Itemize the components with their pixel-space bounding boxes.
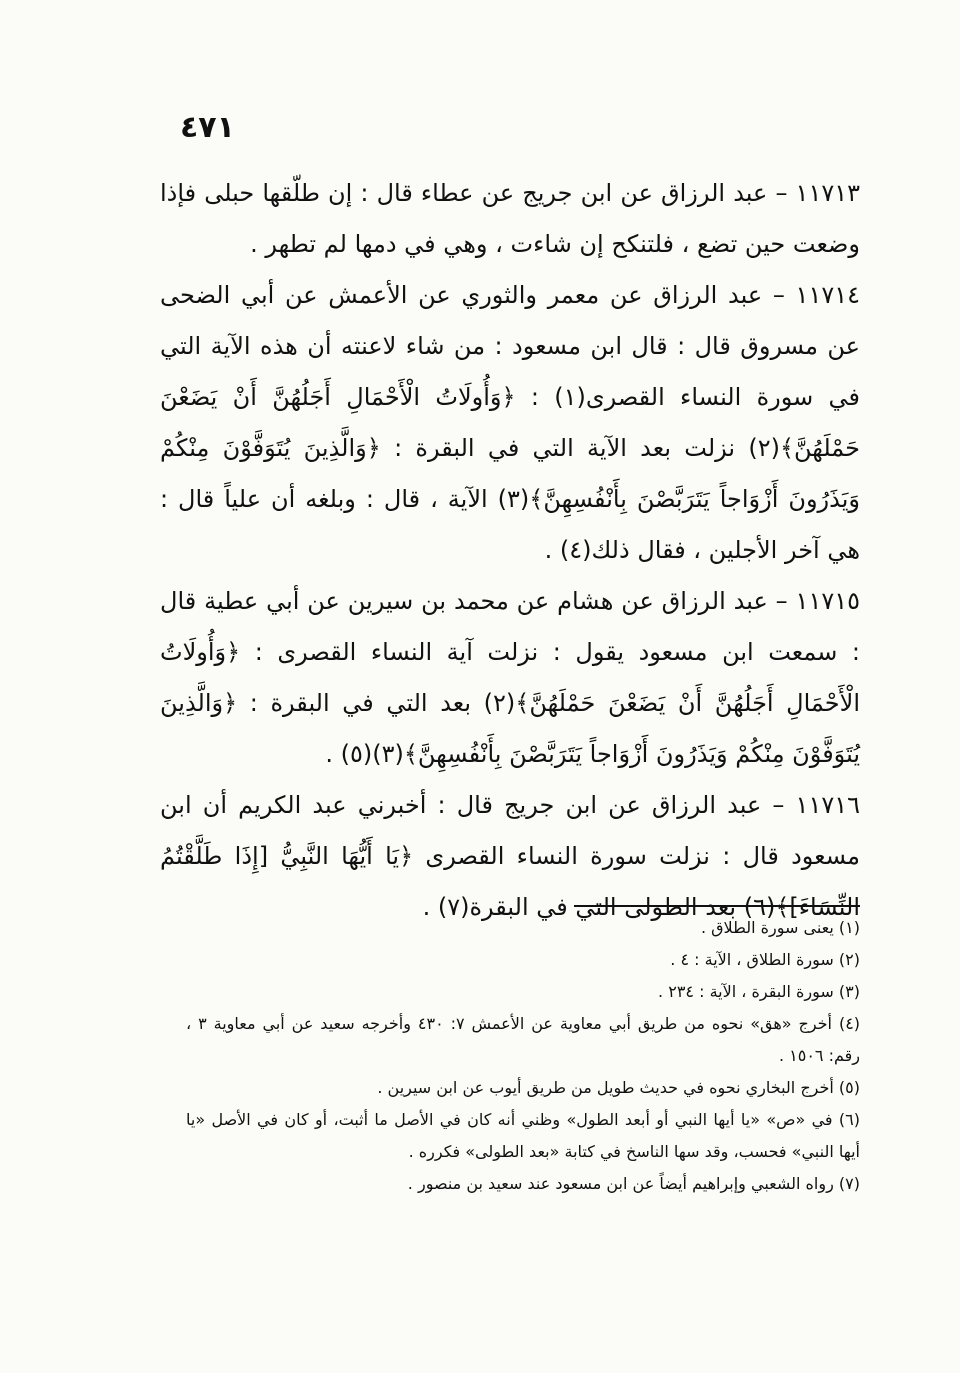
footnote-6: (٦) في «ص» «يا أيها النبي أو أبعد الطول» وظني أنه كان في الأصل ما أثبت، أو كان في الأصل «يا أيها النبي» فحسب، وقد سها الناسخ في كتابة «بعد الطولى» فكرره . <box>186 1110 860 1161</box>
footnote-divider <box>574 905 860 907</box>
footnote-3: (٣) سورة البقرة ، الآية : ٢٣٤ . <box>658 982 860 1001</box>
hadith-body <box>160 168 860 933</box>
footnote-7: (٧) رواه الشعبي وإبراهيم أيضاً عن ابن مسعود عند سعيد بن منصور . <box>407 1174 860 1193</box>
footnote-2: (٢) سورة الطلاق ، الآية : ٤ . <box>670 950 860 969</box>
page-number: ٤٧١ <box>180 110 235 145</box>
hadith-11714: ١١٧١٤ – عبد الرزاق عن معمر والثوري عن الأعمش عن أبي الضحى عن مسروق قال : قال ابن مسعود : من شاء لاعنته أن هذه الآية التي في سورة النساء القصرى(١) : ﴿وَأُولَاتُ الْأَحْمَالِ أَجَلُهُنَّ أَنْ يَضَعْنَ حَمْلَهُنَّ﴾(٢) نزلت بعد الآية التي في البقرة : ﴿وَالَّذِينَ يُتَوَفَّوْنَ مِنْكُمْ وَيَذَرُونَ أَزْوَاجاً يَتَرَبَّصْنَ بِأَنْفُسِهِنَّ﴾(٣) الآية ، قال : وبلغه أن علياً قال : هي آخر الأجلين ، فقال ذلك(٤) . <box>160 281 860 564</box>
footnote-4: (٤) أخرج «هق» نحوه من طريق أبي معاوية عن الأعمش ٧: ٤٣٠ وأخرجه سعيد عن أبي معاوية ٣ ، رقم: ١٥٠٦ . <box>186 1014 861 1065</box>
hadith-11716: ١١٧١٦ – عبد الرزاق عن ابن جريج قال : أخبرني عبد الكريم أن ابن مسعود قال : نزلت سورة النساء القصرى ﴿يَا أَيُّهَا النَّبِيُّ [إِذَا طَلَّقْتُمُ النِّسَاءَ]﴾(٦) بعد الطولى التي في البقرة(٧) . <box>160 791 860 921</box>
footnote-1: (١) يعنى سورة الطلاق . <box>700 918 860 937</box>
footnote-5: (٥) أخرج البخاري نحوه في حديث طويل من طريق أيوب عن ابن سيرين . <box>377 1078 860 1097</box>
hadith-11715: ١١٧١٥ – عبد الرزاق عن هشام عن محمد بن سيرين عن أبي عطية قال : سمعت ابن مسعود يقول : نزلت آية النساء القصرى : ﴿وَأُولَاتُ الْأَحْمَالِ أَجَلُهُنَّ أَنْ يَضَعْنَ حَمْلَهُنَّ﴾(٢) بعد التي في البقرة : ﴿وَالَّذِينَ يُتَوَفَّوْنَ مِنْكُمْ وَيَذَرُونَ أَزْوَاجاً يَتَرَبَّصْنَ بِأَنْفُسِهِنَّ﴾(٣)(٥) . <box>160 587 861 768</box>
footnotes <box>186 912 860 1200</box>
hadith-11713: ١١٧١٣ – عبد الرزاق عن ابن جريج عن عطاء قال : إن طلّقها حبلى فإذا وضعت حين تضع ، فلتنكح إن شاءت ، وهي في دمها لم تطهر . <box>160 179 860 258</box>
